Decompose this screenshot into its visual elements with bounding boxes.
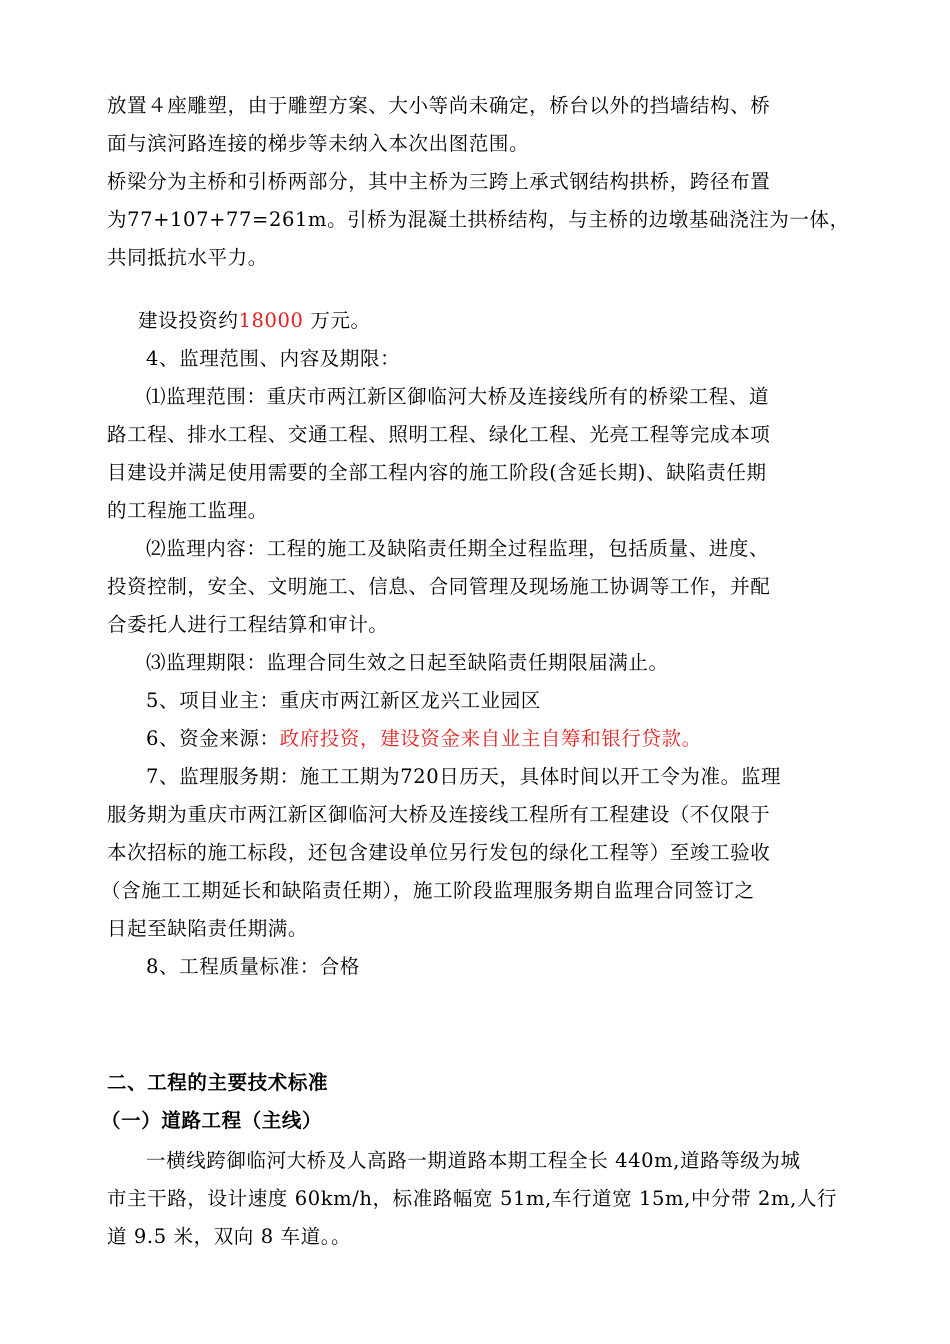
item4-period-line1: ⑶监理期限：监理合同生效之日起至缺陷责任期限届满止。	[146, 651, 669, 674]
item6-line	[146, 726, 906, 752]
item4-scope-line4: 的工程施工监理。	[107, 499, 268, 522]
item7-line2: 服务期为重庆市两江新区御临河大桥及连接线工程所有工程建设（不仅限于	[107, 803, 771, 826]
item7-line4: （含施工工期延长和缺陷责任期），施工阶段监理服务期自监理合同签订之	[101, 879, 755, 902]
item4-scope-line1: ⑴监理范围：重庆市两江新区御临河大桥及连接线所有的桥梁工程、道	[146, 385, 770, 408]
section2-title: 二、工程的主要技术标准	[107, 1071, 329, 1094]
item7-line3: 本次招标的施工标段，还包含建设单位另行发包的绿化工程等）至竣工验收	[107, 841, 771, 864]
paragraph2-line1: 桥梁分为主桥和引桥两部分，其中主桥为三跨上承式钢结构拱桥，跨径布置	[107, 170, 771, 193]
paragraph1-line2: 面与滨河路连接的梯步等未纳入本次出图范围。	[107, 132, 530, 155]
section2-line2: 市主干路，设计速度 60km/h，标准路幅宽 51m,车行道宽 15m,中分带 2m,人行	[107, 1187, 838, 1210]
section2-subtitle: （一）道路工程（主线）	[101, 1109, 323, 1132]
section2-line3: 道 9.5 米，双向 8 车道。。	[107, 1225, 352, 1248]
item5-line: 5、项目业主：重庆市两江新区龙兴工业园区	[146, 689, 541, 712]
item4-scope-line3: 目建设并满足使用需要的全部工程内容的施工阶段(含延长期)、缺陷责任期	[107, 461, 767, 484]
item4-content-line3: 合委托人进行工程结算和审计。	[107, 613, 389, 636]
investment-suffix: 万元。	[303, 309, 371, 332]
item6-value: 政府投资，建设资金来自业主自筹和银行贷款。	[279, 727, 702, 750]
item4-heading: 4、监理范围、内容及期限：	[146, 347, 401, 370]
paragraph1-line1: 放置４座雕塑，由于雕塑方案、大小等尚未确定，桥台以外的挡墙结构、桥	[107, 94, 771, 117]
paragraph2-line2: 为77+107+77=261m。引桥为混凝土拱桥结构，与主桥的边墩基础浇注为一体，	[107, 208, 850, 231]
item4-scope-line2: 路工程、排水工程、交通工程、照明工程、绿化工程、光亮工程等完成本项	[107, 423, 771, 446]
item6-prefix: 6、资金来源：	[146, 727, 280, 750]
item4-content-line2: 投资控制，安全、文明施工、信息、合同管理及现场施工协调等工作，并配	[107, 575, 771, 598]
investment-prefix: 建设投资约	[138, 309, 239, 332]
paragraph2-line3: 共同抵抗水平力。	[107, 246, 268, 269]
section2-line1: 一横线跨御临河大桥及人高路一期道路本期工程全长 440m,道路等级为城	[146, 1149, 801, 1172]
item4-content-line1: ⑵监理内容：工程的施工及缺陷责任期全过程监理，包括质量、进度、	[146, 537, 770, 560]
item8-line: 8、工程质量标准：合格	[146, 955, 361, 978]
investment-line	[138, 308, 898, 334]
investment-amount: 18000	[238, 309, 304, 332]
item7-line1: 7、监理服务期：施工工期为720日历天，具体时间以开工令为准。监理	[146, 765, 781, 788]
item7-line5: 日起至缺陷责任期满。	[107, 917, 309, 940]
